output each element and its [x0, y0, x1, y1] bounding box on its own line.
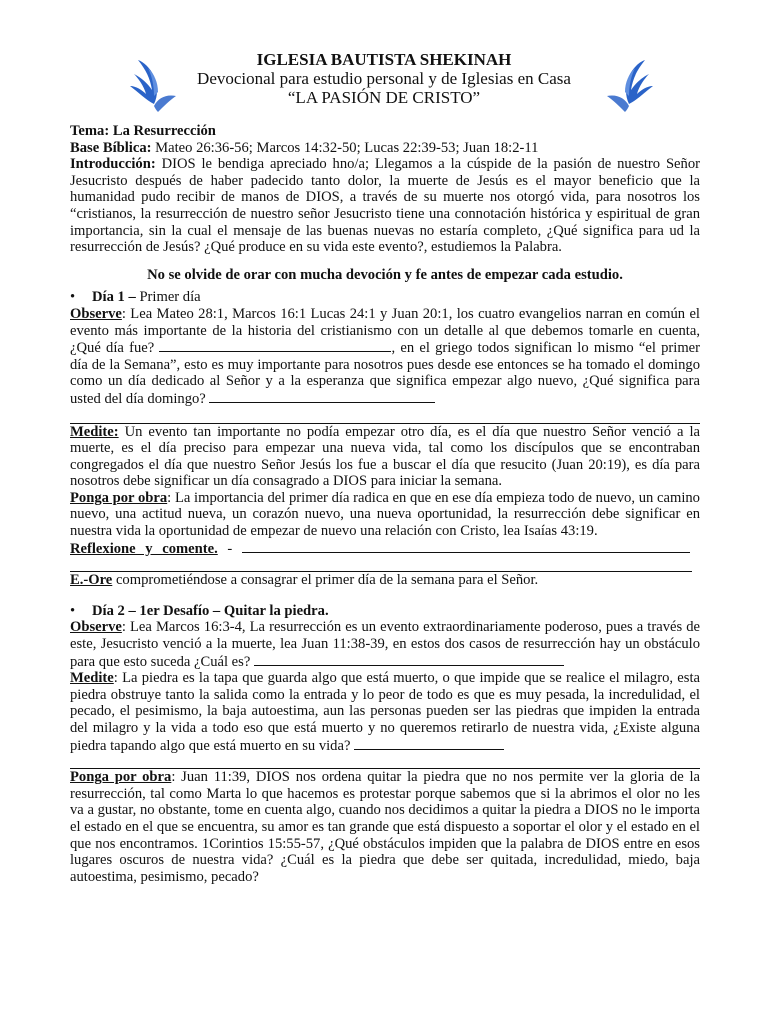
day1-observe-label: Observe: [70, 305, 122, 322]
day2-heading: [70, 603, 700, 620]
answer-blank[interactable]: [209, 390, 435, 403]
document-body: [70, 123, 700, 885]
day2-observe-text: : Lea Marcos 16:3-4, La resurrección es un evento extraordinariamente poderoso, pues a través de este, Jesucristo venció a la muerte, lea Juan 11:38-39, en estos dos casos de resurrección hay un obstáculo para que esto suceda ¿Cuál es?: [70, 619, 700, 670]
day1-ore: [70, 572, 700, 589]
tema-label: Tema:: [70, 123, 110, 139]
prayer-reminder: No se olvide de orar con mucha devoción y fe antes de empezar cada estudio.: [147, 266, 623, 283]
day2-medite-label: Medite: [70, 670, 114, 687]
day1-title: Día 1 –: [92, 289, 136, 306]
day1-ponga-label: Ponga por obra: [70, 489, 168, 506]
day1-reflexione-dash: -: [227, 540, 233, 557]
day1-medite-label: Medite:: [70, 423, 119, 440]
day1-ponga: [70, 490, 700, 540]
tema-value: La Resurrección: [112, 123, 216, 139]
day2-ponga-text: : Juan 11:39, DIOS nos ordena quitar la piedra que no nos permite ver la gloria de la resurrección, tal como Marta lo que hacemos es protestar porque sabemos que si la abrimos el olor no les va a gustar, no obstante, tome en cuenta algo, cuando nos decidimos a quitar la piedra a DIOS no le importa el estado en el que se encuentra, su amor es tan grande que está dispuesto a soportar el olor y el estado en el que nos encontramos. 1Corintios 15:55-57, ¿Qué obstáculos impiden que la palabra de DIOS entre en esos lugares oscuros de nuestra vida? ¿Cuál es la piedra que debe ser quitada, incredulidad, miedo, baja autoestima, pesimismo, pecado?: [70, 769, 700, 885]
day2-medite-text: : La piedra es la tapa que guarda algo que está muerto, o que impide que se realice el milagro, esta piedra obstruye tanto la salida como la entrada y lo peor de todo es que es muy pesada, la incredulidad, el pecado, el pesimismo, la baja autoestima, aun las personas pueden ser las piedras que impiden la entrada del milagro y la vida a todo eso que está muerto y no queremos retirarlo de nuestra vida, ¿Existe alguna piedra tapando algo que está muerto en su vida?: [70, 670, 700, 754]
intro-text: DIOS le bendiga apreciado hno/a; Llegamos a la cúspide de la pasión de nuestro Señor Jesucristo después de haber padecido tanto dolor, la muerte de Jesús es el mayor beneficio que la humanidad pudo recibir de manos de DIOS, a través de su muerte nos otorgó vida, para nosotros los “cristianos, la resurrección de nuestro señor Jesucristo tiene una connotación histórica y espiritual de gran importancia, sin la cual el mensaje de las buenas nuevas no estaría completo, ¿Qué significa para ud la resurrección de Jesús? ¿Qué produce en su vida este evento?, estudiemos la Palabra.: [70, 156, 700, 256]
day1-subtitle: Primer día: [139, 289, 201, 306]
day2-ponga-label: Ponga por obra: [70, 769, 172, 786]
day1-ore-label: E.-Ore: [70, 572, 113, 589]
day2-observe: [70, 619, 700, 670]
day2-ponga: [70, 769, 700, 885]
answer-blank[interactable]: [254, 653, 564, 666]
day1-reflexione-label: Reflexione y comente.: [70, 540, 218, 557]
day1-ore-text: comprometiéndose a consagrar el primer día de la semana para el Señor.: [112, 572, 539, 589]
day1-observe: [70, 306, 700, 408]
base-value: Mateo 26:36-56; Marcos 14:32-50; Lucas 22:39-53; Juan 18:2-11: [155, 139, 539, 156]
answer-blank[interactable]: [159, 339, 391, 352]
base-label: Base Bíblica:: [70, 139, 152, 156]
day2-title: Día 2 – 1er Desafío – Quitar la piedra.: [92, 602, 329, 619]
tema-line: [70, 123, 700, 140]
day1-heading: [70, 289, 700, 306]
day2-observe-label: Observe: [70, 619, 122, 636]
series-title: “LA PASIÓN DE CRISTO”: [287, 88, 481, 107]
document-header: [150, 50, 618, 107]
intro-label: Introducción:: [70, 156, 156, 173]
day1-medite: [70, 424, 700, 490]
church-name: IGLESIA BAUTISTA SHEKINAH: [256, 50, 512, 69]
document-subtitle: Devocional para estudio personal y de Iglesias en Casa: [197, 69, 571, 88]
answer-blank[interactable]: [242, 540, 690, 553]
day1-medite-text: Un evento tan importante no podía empezar otro día, es el día que nuestro Señor venció a la muerte, es el día preciso para empezar una nueva vida, tal como los discípulos que se encontraban congregados el día que nuestro Señor Jesús los fue a buscar el día que resucito (Juan 20:19), es día para nosotros debe significar un día consagrado a DIOS para iniciar la semana.: [70, 423, 700, 490]
day1-ponga-text: : La importancia del primer día radica en que en ese día empieza todo de nuevo, un camino nuevo, una actitud nueva, un corazón nuevo, una nueva oportunidad, la resurrección debe significar en nuestra vida la oportunidad de empezar de nuevo una relación con Cristo, lea Isaías 43:19.: [70, 489, 700, 540]
answer-blank[interactable]: [354, 737, 504, 750]
day1-observe-text-a: : Lea Mateo 28:1, Marcos 16:1 Lucas 24:1 y Juan 20:1, los cuatro evangelios narran en común el evento más importante de la historia del cristianismo con un detalle al que debemos tomarle en cuenta, ¿Qué día fue?: [70, 305, 700, 357]
intro-paragraph: [70, 156, 700, 256]
day2-medite: [70, 670, 700, 754]
day1-observe-text-b: , en el griego todos significan lo mismo “el primer día de la Semana”, esto es muy importante para nosotros pues desde ese entonces se ha tomado el domingo como un día dedicado al Señor y a la esperanza que significa empezar algo nuevo, ¿Qué significa para usted del día domingo?: [70, 340, 701, 407]
base-line: [70, 140, 700, 157]
day1-reflexione: [70, 540, 700, 558]
